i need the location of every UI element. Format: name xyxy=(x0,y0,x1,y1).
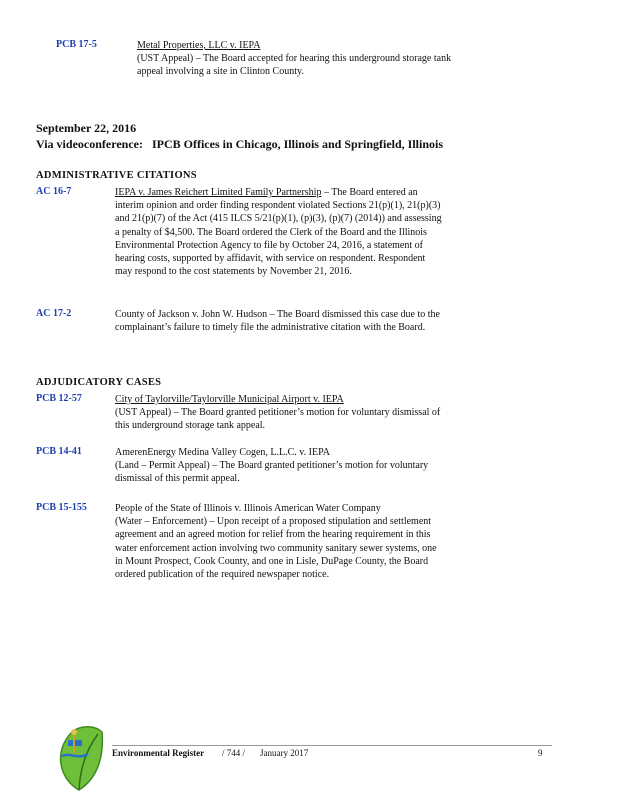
footer-issue: / 744 / xyxy=(222,748,246,758)
case-text: (UST Appeal) – The Board granted petitioner’s motion for voluntary dismissal of this underground storage tank appeal. xyxy=(115,407,441,432)
meeting-date: September 22, 2016 xyxy=(36,121,137,135)
footer-rule xyxy=(112,745,552,746)
case-id-ac-16-7: AC 16-7 xyxy=(36,186,72,197)
footer-page-number: 9 xyxy=(538,748,543,758)
case-id-ac-17-2: AC 17-2 xyxy=(36,308,72,319)
case-title: AmerenEnergy Medina Valley Cogen, L.L.C. v. IEPA xyxy=(115,447,330,458)
leaf-logo-icon xyxy=(52,720,106,792)
case-id-pcb-14-41: PCB 14-41 xyxy=(36,446,82,457)
case-entry-ac-16-7 xyxy=(115,186,445,278)
case-entry-pcb-14-41 xyxy=(115,446,445,486)
case-text: – The Board entered an interim opinion and order finding respondent violated Sections 21(p)(1), 21(p)(3) and 21(p)(7) of the Act (415 ILCS 5/21(p)(1), (p)(3), (p)(7) (2014)) and assessing a penalty of $4,500. The Board ordered the Clerk of the Board and the Illinois Environmental Protection Agency to file by October 24, 2016, a statement of hearing costs, supported by affidavit, with service on respondent. Respondent may respond to the cost statements by November 21, 2016. xyxy=(115,187,442,278)
case-text: County of Jackson v. John W. Hudson – The Board dismissed this case due to the complainant’s failure to timely file the administrative citation with the Board. xyxy=(115,309,440,334)
section-heading-adjudicatory-cases: ADJUDICATORY CASES xyxy=(36,377,162,388)
case-id-pcb-15-155: PCB 15-155 xyxy=(36,502,87,513)
case-entry-pcb-15-155 xyxy=(115,502,445,581)
meeting-location: Via videoconference: IPCB Offices in Chicago, Illinois and Springfield, Illinois xyxy=(36,137,444,151)
case-text: (Water – Enforcement) – Upon receipt of a proposed stipulation and settlement agreement and an agreed motion for relief from the hearing requirement in this water enforcement action involving two community sanitary sewer systems, one in Mount Prospect, Cook County, and one in Lisle, DuPage County, the Board ordered publication of the required newspaper notice. xyxy=(115,516,437,581)
case-title: IEPA v. James Reichert Limited Family Partnership xyxy=(115,187,322,198)
case-text: (Land – Permit Appeal) – The Board granted petitioner’s motion for voluntary dismissal of this permit appeal. xyxy=(115,460,429,485)
section-heading-administrative-citations: ADMINISTRATIVE CITATIONS xyxy=(36,170,197,181)
case-title: Metal Properties, LLC v. IEPA xyxy=(137,40,261,51)
case-title: People of the State of Illinois v. Illinois American Water Company xyxy=(115,503,381,514)
case-id-pcb-17-5: PCB 17-5 xyxy=(56,39,97,50)
footer-date: January 2017 xyxy=(260,748,309,758)
footer-title: Environmental Register xyxy=(112,748,205,758)
case-text: (UST Appeal) – The Board accepted for hearing this underground storage tank appeal involving a site in Clinton County. xyxy=(137,53,452,78)
leaf-logo xyxy=(52,720,106,792)
case-title: City of Taylorville/Taylorville Municipal Airport v. IEPA xyxy=(115,394,344,405)
case-entry-ac-17-2 xyxy=(115,308,445,334)
case-entry-pcb-12-57 xyxy=(115,393,445,433)
case-id-pcb-12-57: PCB 12-57 xyxy=(36,393,82,404)
case-entry-pcb-17-5 xyxy=(137,39,467,79)
